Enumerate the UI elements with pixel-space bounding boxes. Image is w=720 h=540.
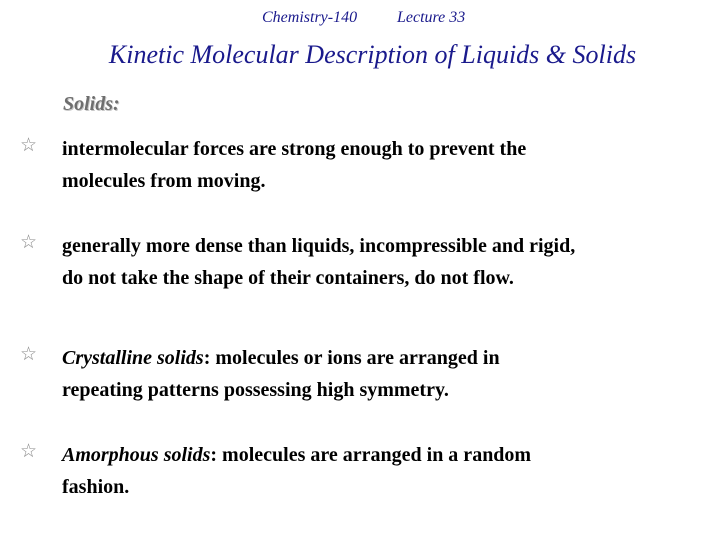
star-outline-icon: ☆ — [20, 441, 38, 462]
bullet-text — [62, 439, 702, 503]
slide-header — [0, 9, 720, 29]
bullet-line: repeating patterns possessing high symmetry. — [62, 379, 449, 401]
star-outline-icon: ☆ — [20, 232, 38, 253]
bullet-line-rest: : molecules are arranged in a random — [210, 444, 532, 466]
bullet-line: do not take the shape of their containers, do not flow. — [62, 267, 514, 289]
section-heading-solids: Solids: — [63, 93, 120, 115]
bullet-text — [62, 230, 702, 294]
bullet-line-rest: : molecules or ions are arranged in — [203, 347, 500, 369]
bullet-line — [62, 342, 702, 374]
term-crystalline-solids: Crystalline solids — [62, 347, 204, 369]
lecture-label: Lecture 33 — [397, 9, 466, 26]
bullet-line: generally more dense than liquids, incompressible and rigid, — [62, 235, 576, 257]
course-label: Chemistry-140 — [262, 9, 358, 26]
bullet-line — [62, 439, 702, 471]
bullet-text — [62, 133, 702, 197]
star-outline-icon: ☆ — [20, 135, 38, 156]
star-outline-icon: ☆ — [20, 344, 38, 365]
bullet-line: intermolecular forces are strong enough to prevent the — [62, 138, 527, 160]
bullet-line: molecules from moving. — [62, 170, 266, 192]
term-amorphous-solids: Amorphous solids — [62, 444, 211, 466]
bullet-line: fashion. — [62, 476, 130, 498]
slide-title: Kinetic Molecular Description of Liquids & Solids — [108, 40, 637, 69]
bullet-text — [62, 342, 702, 406]
